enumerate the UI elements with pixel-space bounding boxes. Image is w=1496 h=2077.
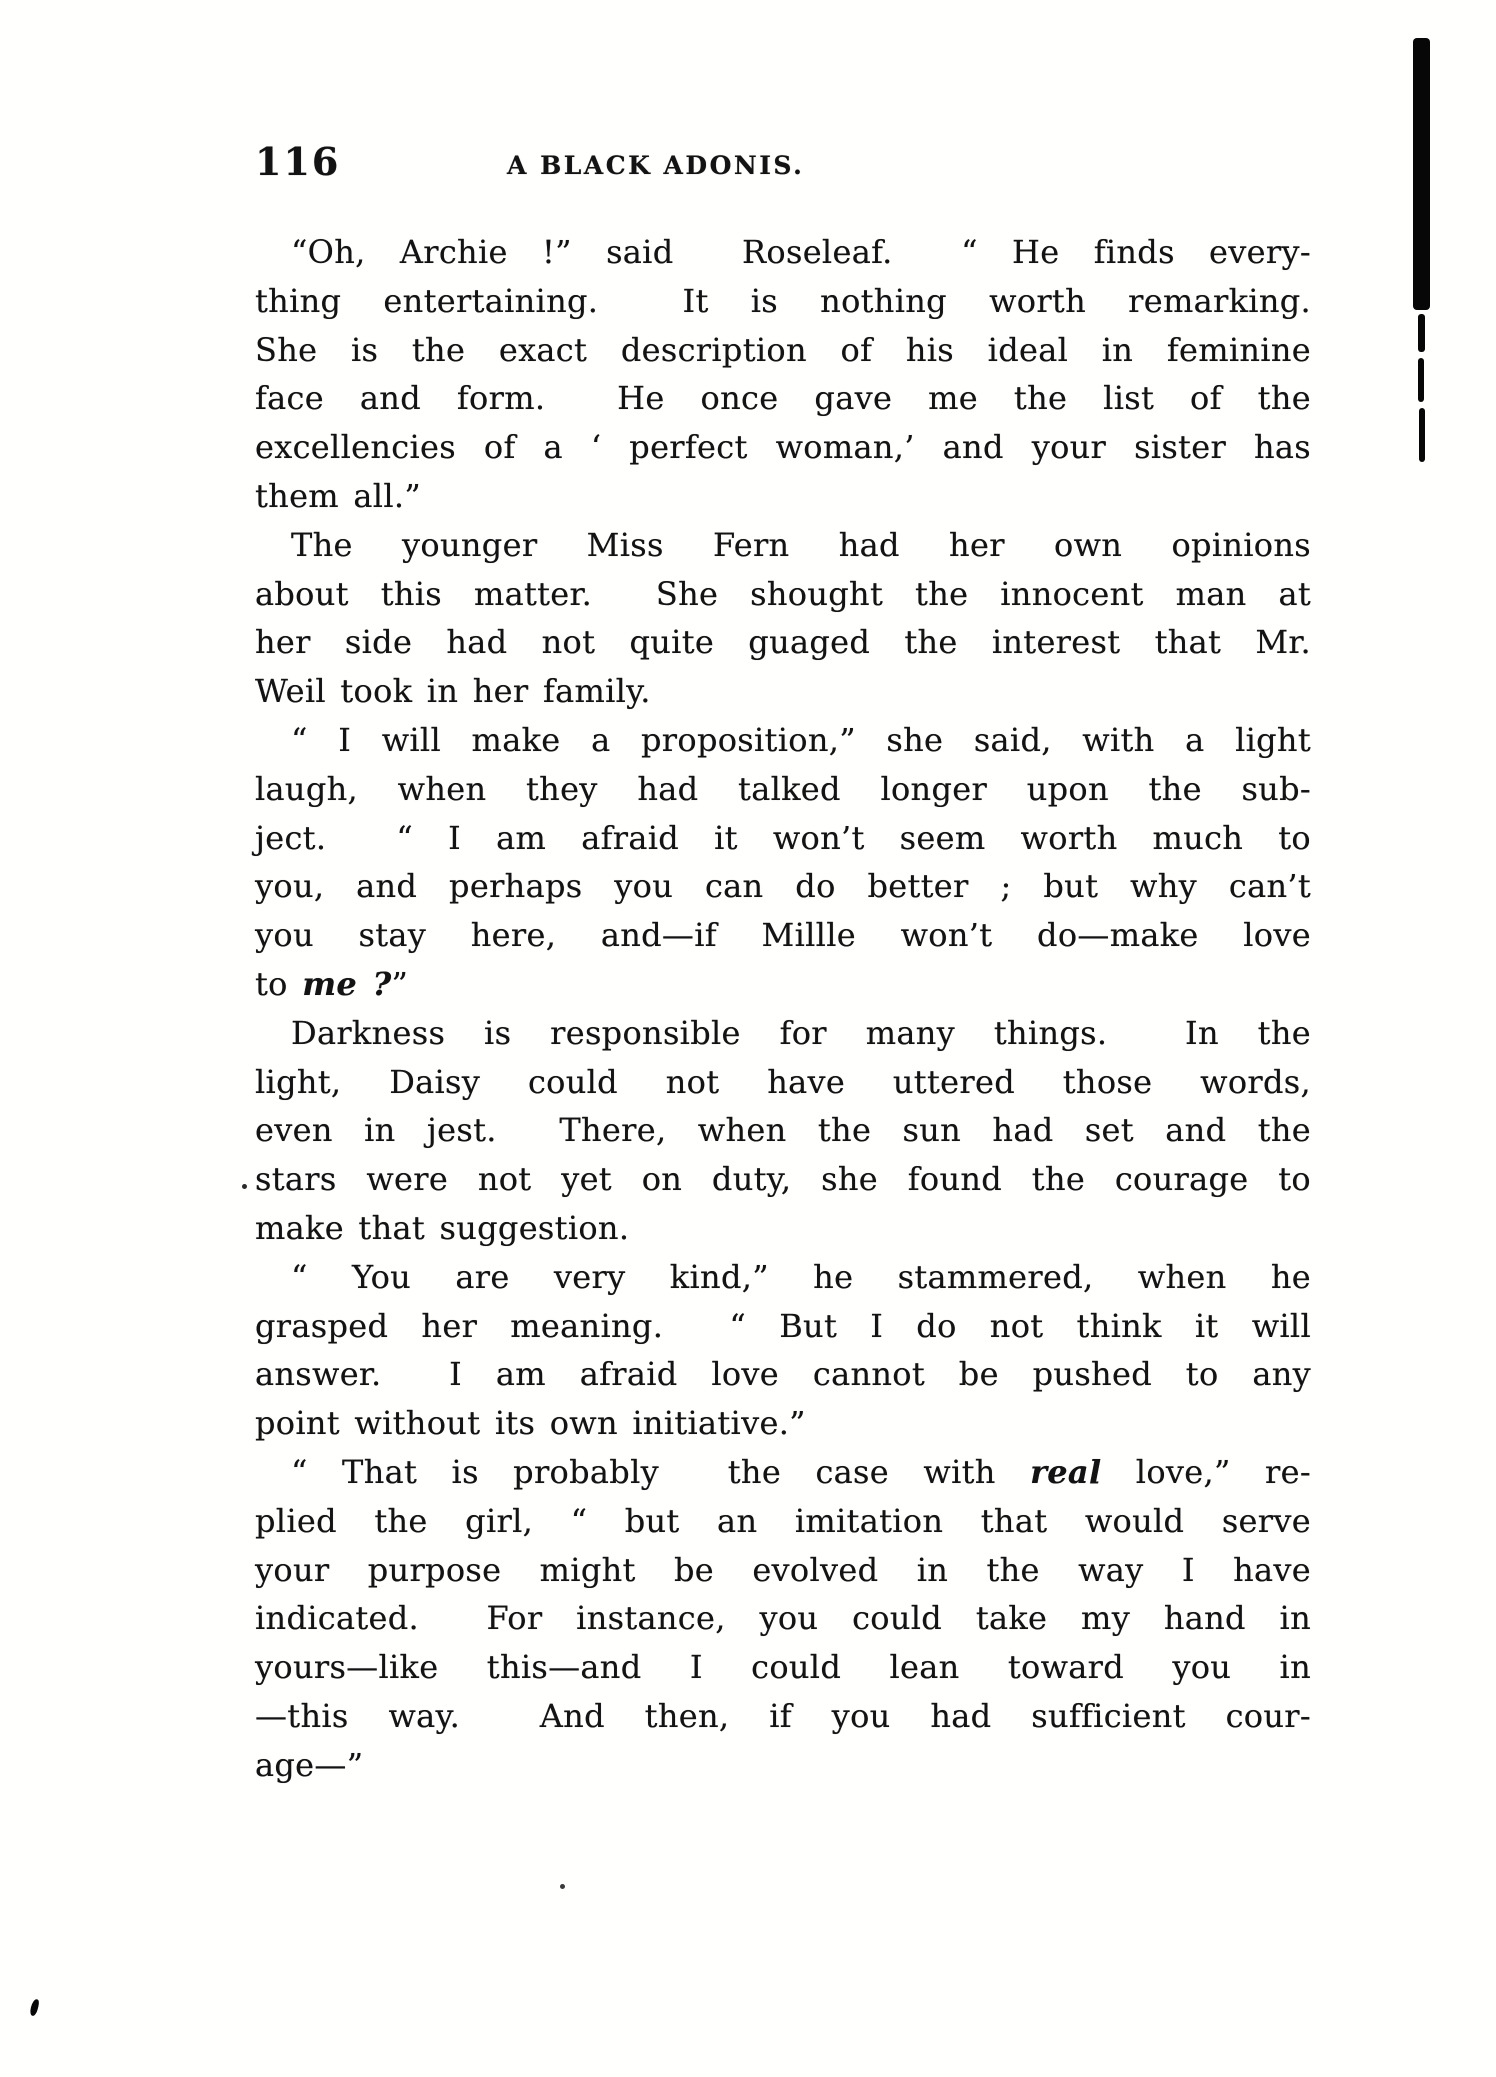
text-line [255, 618, 1311, 667]
page-number: 116 [255, 139, 341, 184]
text-segment: light, Daisy could not have uttered those words, [255, 1062, 1311, 1101]
text-line [255, 423, 1311, 472]
paragraph [255, 1253, 1311, 1448]
text-line [255, 1643, 1311, 1692]
italic-text: me ? [302, 964, 392, 1003]
text-line [255, 960, 1311, 1009]
text-segment: Weil took in her family. [255, 672, 651, 711]
text-line [255, 1106, 1311, 1155]
text-line [255, 1546, 1311, 1595]
text-segment: “ That is probably the case with [291, 1452, 1031, 1491]
text-segment: excellencies of a ‘ perfect woman,’ and your sister has [255, 428, 1311, 467]
text-segment: “ I will make a proposition,” she said, with a light [291, 720, 1311, 759]
text-line [255, 374, 1311, 423]
text-line [255, 521, 1311, 570]
text-segment: thing entertaining. It is nothing worth remarking. [255, 281, 1311, 320]
text-segment: indicated. For instance, you could take my hand in [255, 1599, 1311, 1638]
text-line [255, 1204, 1311, 1253]
text-segment: “Oh, Archie !” said Roseleaf. “ He finds every- [291, 233, 1311, 271]
scan-artifact-bar-tail [1418, 314, 1425, 352]
text-segment: you, and perhaps you can do better ; but why can’t [255, 867, 1311, 906]
text-segment: her side had not quite guaged the interest that Mr. [255, 623, 1311, 662]
text-segment: point without its own initiative.” [255, 1404, 806, 1443]
text-segment: plied the girl, “ but an imitation that would serve [255, 1501, 1311, 1540]
text-line [255, 570, 1311, 619]
text-line [255, 667, 1311, 716]
text-line [255, 1448, 1311, 1497]
text-segment: make that suggestion. [255, 1208, 630, 1247]
text-line [255, 1058, 1311, 1107]
text-segment: to [255, 964, 303, 1003]
text-segment: even in jest. There, when the sun had set and the [255, 1111, 1311, 1150]
text-line [255, 911, 1311, 960]
page-header [255, 139, 1311, 190]
text-line [255, 277, 1311, 326]
text-line [255, 1692, 1311, 1741]
text-line [255, 1497, 1311, 1546]
text-line [255, 472, 1311, 521]
text-segment: them all.” [255, 476, 421, 515]
scan-speck [242, 1184, 247, 1189]
text-segment: The younger Miss Fern had her own opinions [291, 525, 1311, 564]
text-line [255, 765, 1311, 814]
text-segment: you stay here, and—if Millle won’t do—make love [255, 916, 1311, 955]
text-segment: “ You are very kind,” he stammered, when he [291, 1257, 1311, 1296]
text-line [255, 1350, 1311, 1399]
text-line [255, 228, 1311, 277]
paragraph [255, 1009, 1311, 1253]
text-segment: your purpose might be evolved in the way I have [255, 1550, 1311, 1589]
text-segment: —this way. And then, if you had sufficient cour- [255, 1696, 1311, 1735]
text-line [255, 1399, 1311, 1448]
text-segment: age—” [255, 1745, 364, 1784]
text-segment: ject. “ I am afraid it won’t seem worth much to [255, 818, 1311, 857]
text-segment: answer. I am afraid love cannot be pushed to any [255, 1355, 1311, 1394]
text-line [255, 326, 1311, 375]
text-line [255, 1155, 1311, 1204]
scan-speck [560, 1884, 565, 1889]
paragraph [255, 228, 1311, 521]
text-line [255, 716, 1311, 765]
text-segment: yours—like this—and I could lean toward you in [255, 1648, 1311, 1687]
text-block [255, 228, 1311, 1790]
paragraph [255, 1448, 1311, 1790]
text-line [255, 1009, 1311, 1058]
text-segment: She is the exact description of his ideal in feminine [255, 330, 1311, 369]
text-segment: Darkness is responsible for many things. In the [291, 1013, 1311, 1052]
running-title: A BLACK ADONIS. [507, 151, 805, 180]
italic-text: real [1030, 1452, 1102, 1491]
text-line [255, 1302, 1311, 1351]
scan-artifact-bar [1413, 38, 1430, 310]
text-segment: ” [391, 964, 409, 1003]
text-line [255, 1741, 1311, 1790]
text-segment: stars were not yet on duty, she found the courage to [255, 1160, 1311, 1199]
text-line [255, 1594, 1311, 1643]
text-line [255, 1253, 1311, 1302]
text-segment: face and form. He once gave me the list of the [255, 379, 1311, 418]
paragraph [255, 521, 1311, 716]
scan-corner-mark [29, 1998, 40, 2016]
text-segment: laugh, when they had talked longer upon the sub- [255, 769, 1311, 808]
scan-artifact-bar-tail [1419, 408, 1425, 462]
text-segment: love,” re- [1101, 1452, 1311, 1491]
text-segment: about this matter. She shought the innocent man at [255, 574, 1311, 613]
scan-artifact-bar-tail [1418, 358, 1424, 402]
text-segment: grasped her meaning. “ But I do not think it will [255, 1306, 1311, 1345]
text-line [255, 862, 1311, 911]
paragraph [255, 716, 1311, 1009]
text-line [255, 814, 1311, 863]
